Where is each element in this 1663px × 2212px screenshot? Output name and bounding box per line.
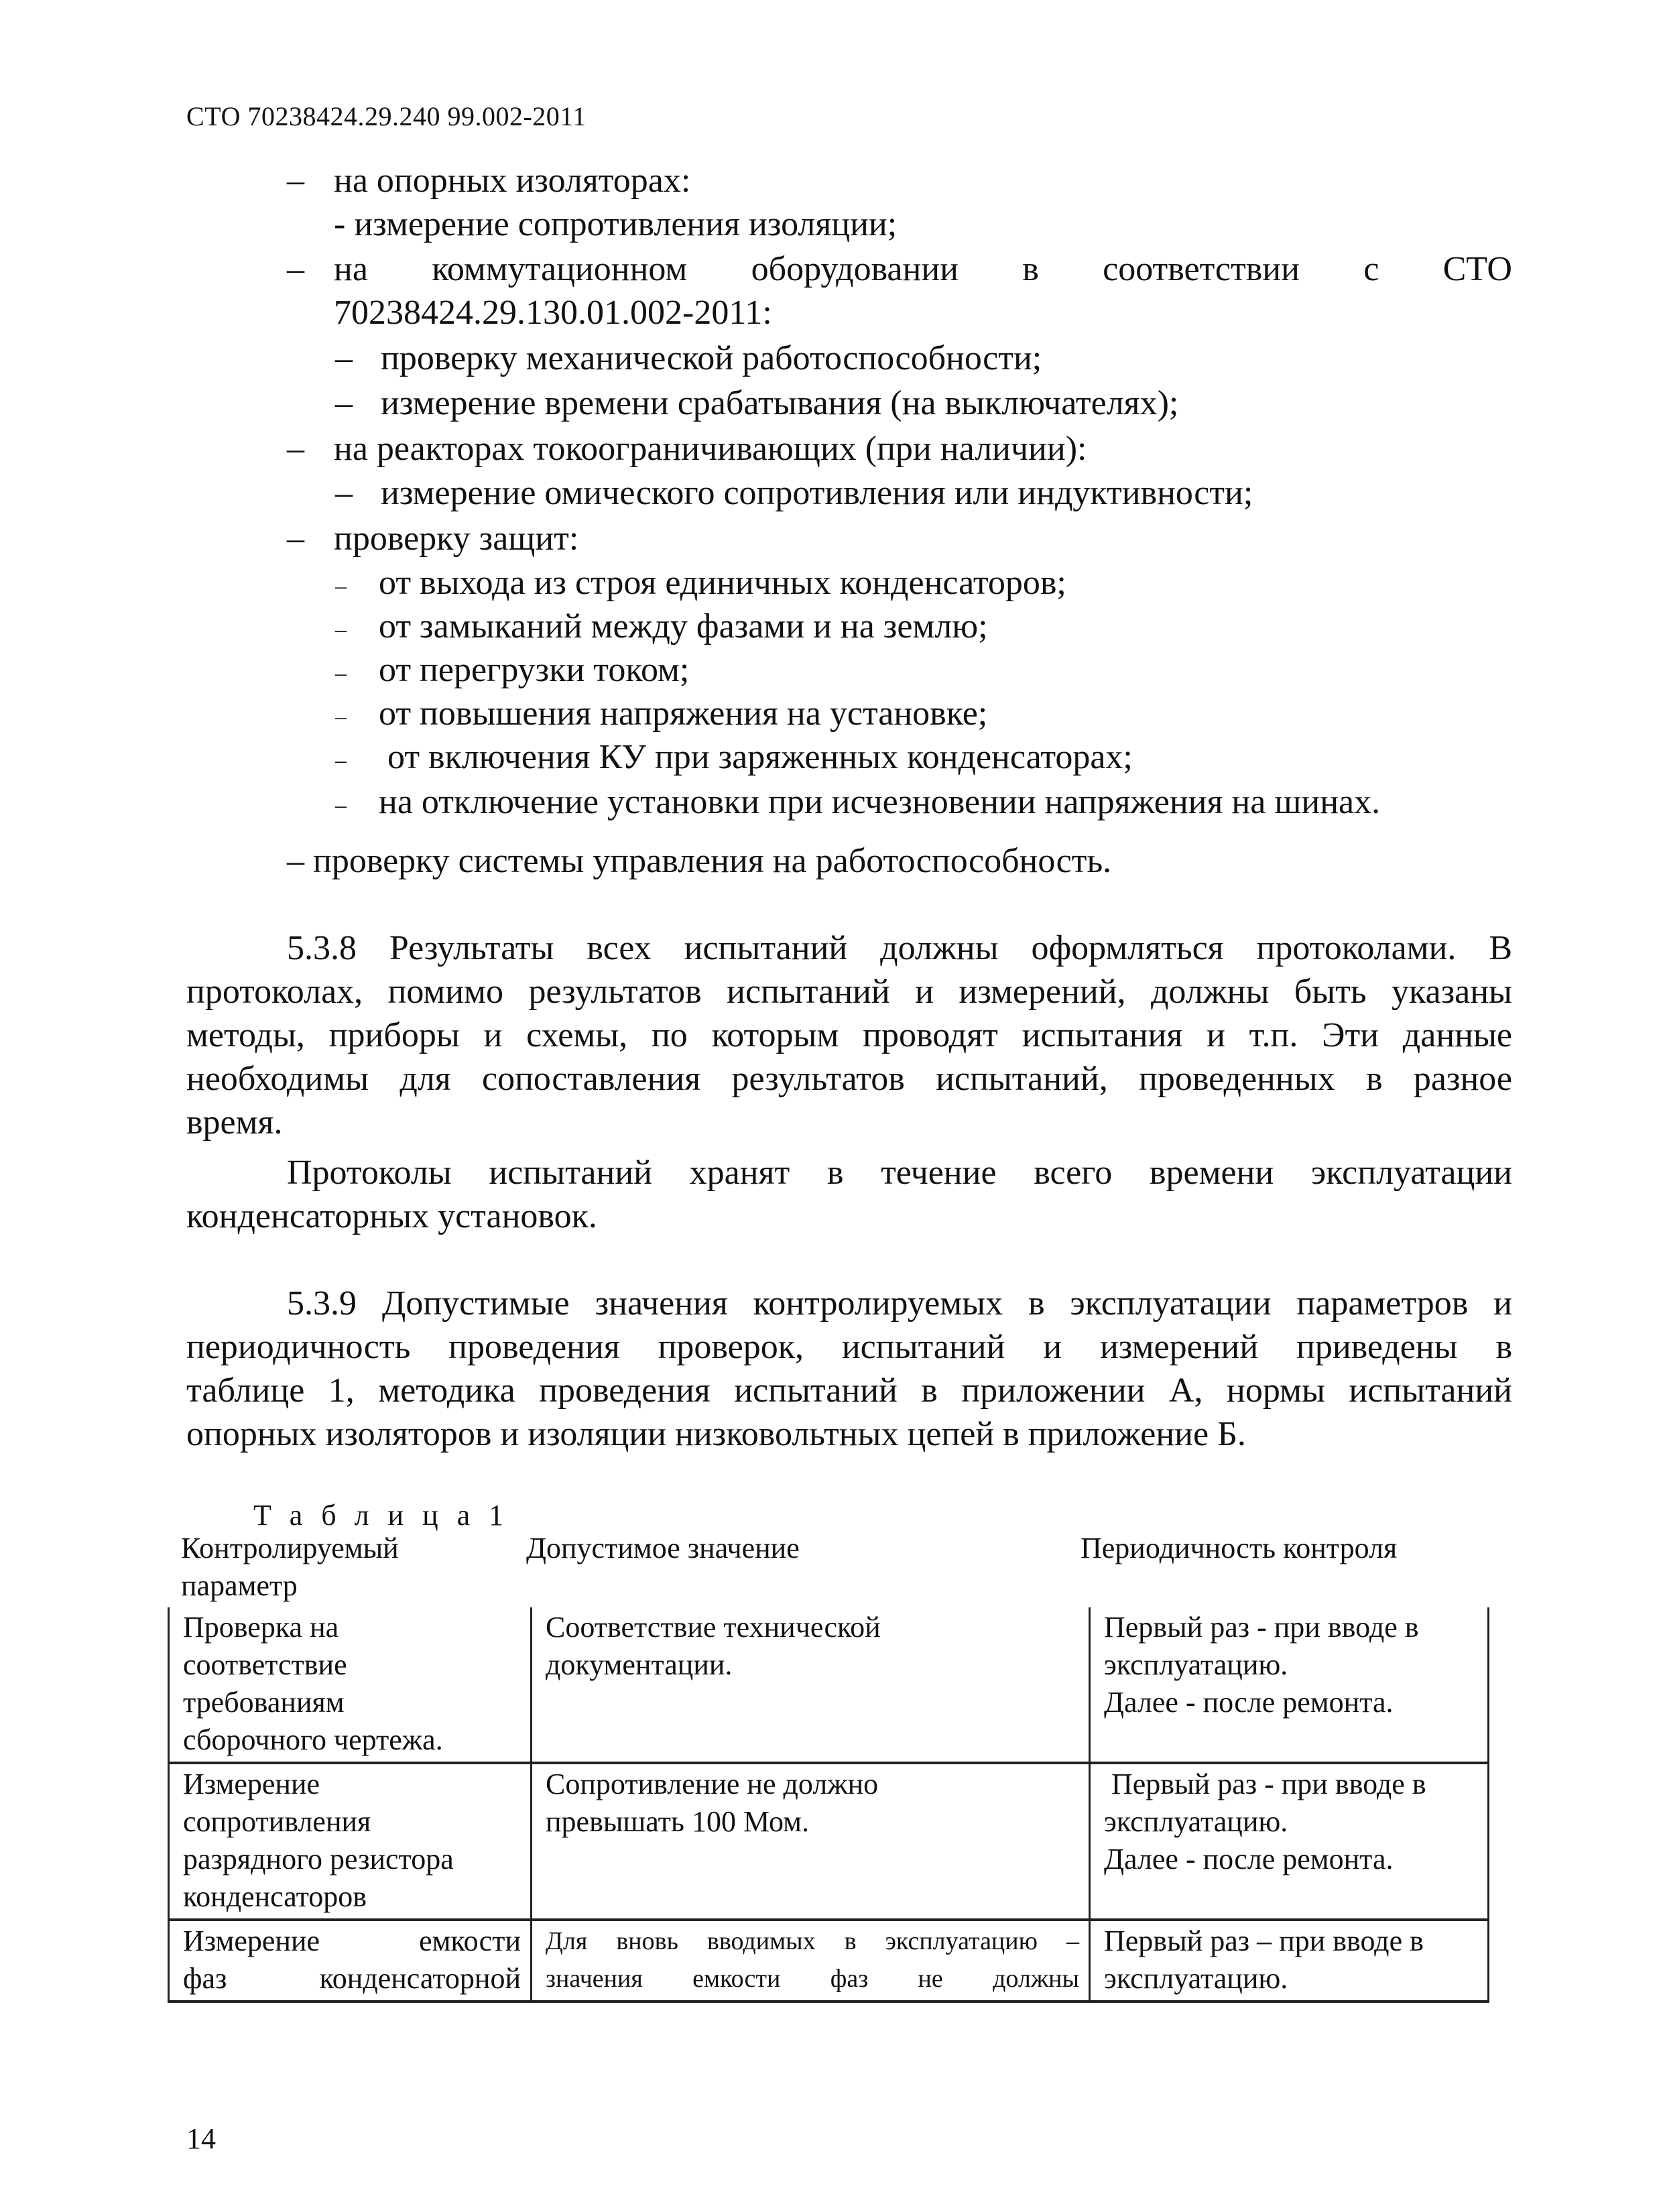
list-item: на реакторах токоограничивающих (при наличии): [334,430,1087,468]
paragraph-line: протоколах, помимо результатов испытаний и измерений, должны быть указаны [186,973,1512,1011]
list-dash: – [335,748,347,773]
table-header-value: Допустимое значение [526,1532,800,1564]
list-item: от повышения напряжения на установке; [379,694,988,733]
table-header-param: Контролируемый [181,1532,399,1564]
list-item: от выхода из строя единичных конденсаторов; [379,564,1066,602]
list-item: - измерение сопротивления изоляции; [334,205,898,243]
list-item: от включения КУ при заряженных конденсаторах; [387,738,1133,776]
list-item: на отключение установки при исчезновении напряжения на шинах. [379,783,1381,821]
list-item: на опорных изоляторах: [334,162,691,200]
list-dash: – [335,339,353,377]
list-item: 70238424.29.130.01.002-2011: [334,294,772,332]
list-dash: – [335,617,347,642]
table-header-period: Периодичность контроля [1081,1532,1398,1564]
list-item: проверку механической работоспособности; [381,339,1042,377]
table-row [169,1920,1489,2002]
list-item: – проверку системы управления на работоспособность. [287,842,1112,880]
list-dash: – [287,162,304,200]
paragraph-line: время. [186,1103,283,1142]
table-cell: Первый раз – при вводе в эксплуатацию. [1090,1920,1489,2002]
list-dash: – [335,574,347,599]
paragraph-line: методы, приборы и схемы, по которым проводят испытания и т.п. Эти данные [186,1016,1512,1054]
list-dash: – [335,661,347,686]
paragraph-line: Протоколы испытаний хранят в течение всего времени эксплуатации [287,1154,1512,1192]
parameters-table [168,1607,1489,2003]
paragraph-line: конденсаторных установок. [186,1197,597,1235]
table-cell: Соответствие технической документации. [532,1607,1090,1763]
paragraph-line: таблице 1, методика проведения испытаний в приложении А, нормы испытаний [186,1371,1512,1410]
table-cell: Проверка на соответствие требованиям сборочного чертежа. [169,1607,532,1763]
list-dash: – [287,430,304,468]
table-cell: Первый раз - при вводе в эксплуатацию. Далее - после ремонта. [1090,1607,1489,1763]
paragraph-line: опорных изоляторов и изоляции низковольтных цепей в приложение Б. [186,1415,1246,1453]
list-dash: – [335,704,347,729]
table-row [169,1607,1489,1763]
table-cell: Первый раз - при вводе в эксплуатацию. Далее - после ремонта. [1090,1763,1489,1920]
list-dash: – [335,793,347,818]
list-item: измерение омического сопротивления или индуктивности; [381,474,1253,512]
list-item: от замыканий между фазами и на землю; [379,607,988,646]
list-dash: – [287,250,304,288]
list-dash: – [335,474,353,512]
paragraph-line: 5.3.8 Результаты всех испытаний должны оформляться протоколами. В [287,929,1512,967]
table-header-param: параметр [181,1569,298,1602]
table-caption: Таблица1 [253,1499,523,1532]
list-item-justified: на коммутационном оборудовании в соответствии с СТО [334,250,1512,288]
table-cell: Измерение емкости фаз конденсаторной [169,1920,532,2002]
page-number: 14 [186,2122,216,2155]
list-item: измерение времени срабатывания (на выключателях); [381,384,1179,422]
paragraph-line: периодичность проведения проверок, испытаний и измерений приведены в [186,1328,1512,1366]
table-row [169,1763,1489,1920]
paragraph-line: необходимы для сопоставления результатов испытаний, проведенных в разное [186,1060,1512,1098]
list-item: от перегрузки током; [379,651,690,689]
document-header: СТО 70238424.29.240 99.002-2011 [186,101,587,131]
list-item: проверку защит: [334,519,579,558]
table-cell: Сопротивление не должно превышать 100 Мом. [532,1763,1090,1920]
paragraph-line: 5.3.9 Допустимые значения контролируемых в эксплуатации параметров и [287,1284,1512,1323]
list-dash: – [335,384,353,422]
list-dash: – [287,519,304,558]
table-cell: Измерение сопротивления разрядного резистора конденсаторов [169,1763,532,1920]
table-cell: Для вновь вводимых в эксплуатацию – значения емкости фаз не должны [532,1920,1090,2002]
